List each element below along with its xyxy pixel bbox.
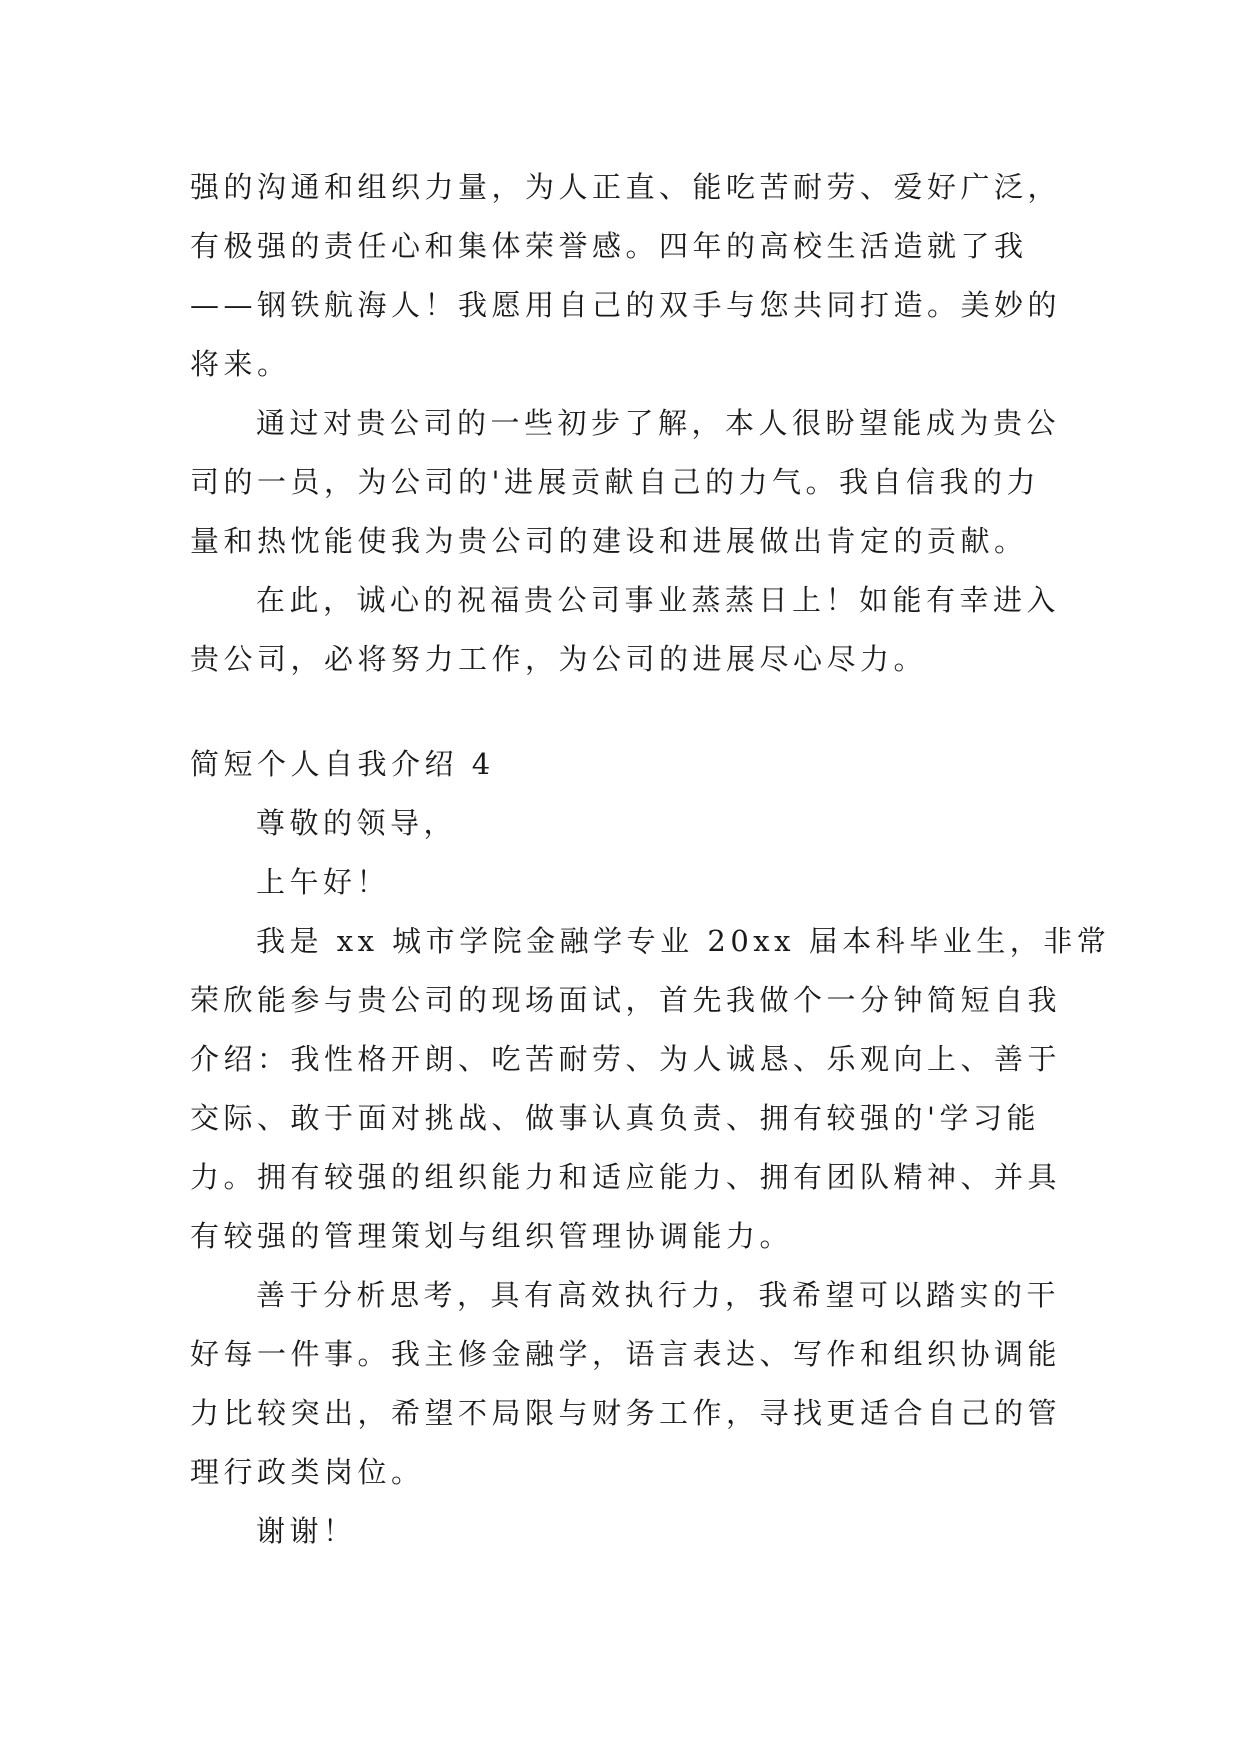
text-line: 我是 xx 城市学院金融学专业 20xx 届本科毕业生，非常 xyxy=(256,924,1111,958)
salutation: 上午好！ xyxy=(256,865,391,899)
closing-block xyxy=(190,1502,1060,1561)
text-line: 强的沟通和组织力量，为人正直、能吃苦耐劳、爱好广泛， xyxy=(190,170,1062,204)
text-line: 有极强的责任心和集体荣誉感。四年的高校生活造就了我 xyxy=(190,229,1028,263)
text-line: 好每一件事。我主修金融学，语言表达、写作和组织协调能 xyxy=(190,1337,1062,1371)
text-line: 理行政类岗位。 xyxy=(190,1455,425,1489)
text-line: 量和热忱能使我为贵公司的建设和进展做出肯定的贡献。 xyxy=(190,524,1028,558)
text-line: 荣欣能参与贵公司的现场面试，首先我做个一分钟简短自我 xyxy=(190,983,1062,1017)
greeting: 尊敬的领导， xyxy=(256,806,458,840)
text-line: 介绍：我性格开朗、吃苦耐劳、为人诚恳、乐观向上、善于 xyxy=(190,1042,1062,1076)
paragraph-company-interest xyxy=(190,394,1060,571)
section-title: 简短个人自我介绍 4 xyxy=(190,747,495,781)
greeting-block xyxy=(190,794,1060,912)
text-line: 通过对贵公司的一些初步了解，本人很盼望能成为贵公 xyxy=(256,406,1061,440)
text-line: 贵公司，必将努力工作，为公司的进展尽心尽力。 xyxy=(190,642,928,676)
continued-paragraph xyxy=(190,158,1060,394)
text-line: 司的一员，为公司的'进展贡献自己的力气。我自信我的力 xyxy=(190,465,1040,499)
text-line: 将来。 xyxy=(190,347,291,381)
text-line: ——钢铁航海人！我愿用自己的双手与您共同打造。美妙的 xyxy=(190,288,1062,322)
paragraph-self-intro xyxy=(190,912,1111,1266)
closing: 谢谢！ xyxy=(256,1514,357,1548)
text-line: 有较强的管理策划与组织管理协调能力。 xyxy=(190,1219,794,1253)
paragraph-blessing xyxy=(190,571,1060,689)
text-line: 善于分析思考，具有高效执行力，我希望可以踏实的干 xyxy=(256,1278,1061,1312)
text-line: 力比较突出，希望不局限与财务工作，寻找更适合自己的管 xyxy=(190,1396,1062,1430)
text-line: 在此，诚心的祝福贵公司事业蒸蒸日上！如能有幸进入 xyxy=(256,583,1061,617)
text-line: 力。拥有较强的组织能力和适应能力、拥有团队精神、并具 xyxy=(190,1160,1062,1194)
text-line: 交际、敢于面对挑战、做事认真负责、拥有较强的'学习能 xyxy=(190,1101,1040,1135)
paragraph-strengths xyxy=(190,1266,1060,1502)
